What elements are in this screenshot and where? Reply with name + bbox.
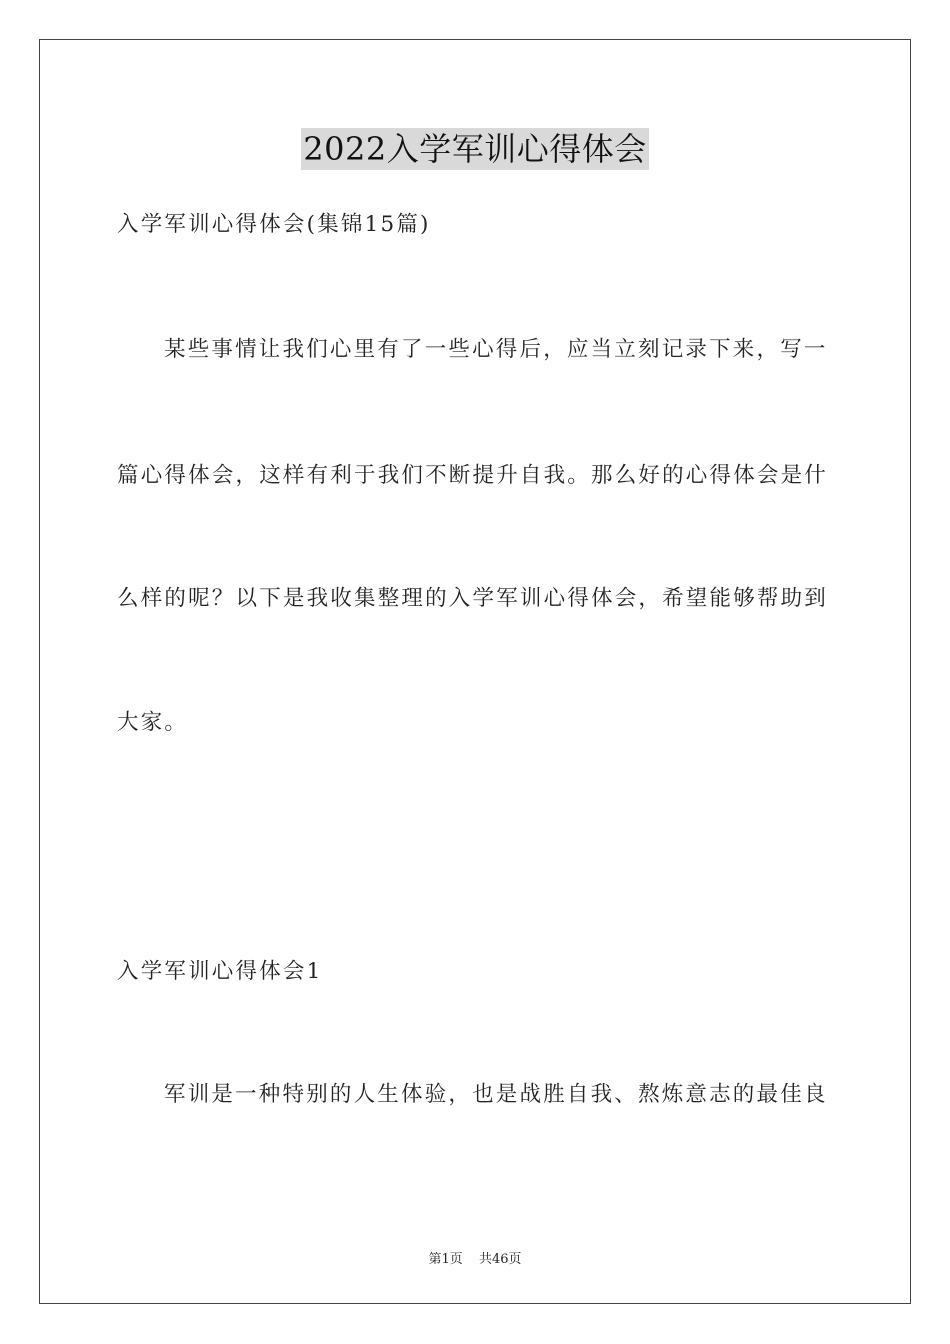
intro-line-1: 某些事情让我们心里有了一些心得后，应当立刻记录下来，写一: [164, 337, 828, 362]
document-title: 2022入学军训心得体会: [303, 130, 647, 168]
intro-line-2: 篇心得体会，这样有利于我们不断提升自我。那么好的心得体会是什: [117, 463, 829, 488]
page-footer: [0, 1248, 950, 1267]
page-total: 共46页: [478, 1252, 522, 1267]
document-subtitle: 入学军训心得体会(集锦15篇): [117, 212, 431, 237]
intro-line-4: 大家。: [117, 710, 189, 735]
section-line-1: 军训是一种特别的人生体验，也是战胜自我、熬炼意志的最佳良: [164, 1082, 828, 1107]
section-heading: 入学军训心得体会1: [117, 959, 323, 984]
page-number: 第1页: [428, 1252, 463, 1267]
intro-line-3: 么样的呢？以下是我收集整理的入学军训心得体会，希望能够帮助到: [117, 586, 829, 611]
title-container: [0, 128, 950, 170]
